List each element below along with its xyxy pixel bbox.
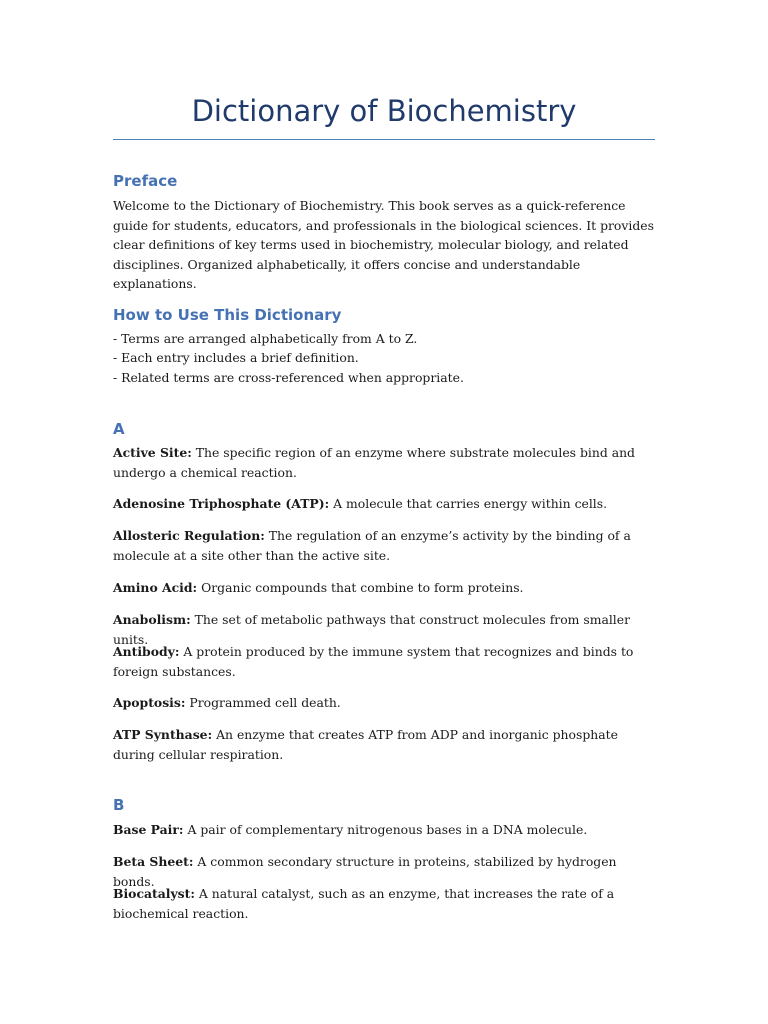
dictionary-entry	[113, 693, 655, 713]
how-to-use-item: - Each entry includes a brief definition.	[113, 350, 359, 365]
dictionary-entry	[113, 884, 655, 923]
entry-definition: A pair of complementary nitrogenous bases in a DNA molecule.	[187, 822, 588, 837]
entry-definition: A natural catalyst, such as an enzyme, that increases the rate of a biochemical reaction.	[113, 886, 615, 921]
how-to-use-item: - Terms are arranged alphabetically from A to Z.	[113, 331, 418, 346]
entry-definition: The specific region of an enzyme where substrate molecules bind and undergo a chemical reaction.	[113, 445, 635, 480]
entry-definition: A molecule that carries energy within cells.	[333, 496, 608, 511]
dictionary-entry	[113, 725, 655, 764]
entry-definition: The regulation of an enzyme’s activity by the binding of a molecule at a site other than the active site.	[113, 528, 631, 563]
entry-term: Base Pair:	[113, 822, 184, 837]
entry-term: Anabolism:	[113, 612, 191, 627]
preface-heading: Preface	[113, 172, 178, 190]
entry-term: ATP Synthase:	[113, 727, 213, 742]
dictionary-entry	[113, 526, 655, 565]
entry-term: Adenosine Triphosphate (ATP):	[113, 496, 330, 511]
entry-term: Amino Acid:	[113, 580, 198, 595]
entry-definition: The set of metabolic pathways that construct molecules from smaller units.	[113, 612, 631, 647]
document-title: Dictionary of Biochemistry	[191, 94, 577, 128]
entry-definition: A common secondary structure in proteins, stabilized by hydrogen bonds.	[113, 854, 617, 889]
entry-definition: An enzyme that creates ATP from ADP and inorganic phosphate during cellular respiration.	[113, 727, 618, 762]
section-letter-b: B	[113, 796, 125, 814]
entry-definition: Programmed cell death.	[189, 695, 341, 710]
section-letter-a: A	[113, 420, 125, 438]
dictionary-entry	[113, 494, 655, 514]
dictionary-entry	[113, 642, 655, 681]
entry-definition: A protein produced by the immune system that recognizes and binds to foreign substances.	[113, 644, 634, 679]
dictionary-entry	[113, 443, 655, 482]
entry-term: Biocatalyst:	[113, 886, 195, 901]
entry-definition: Organic compounds that combine to form proteins.	[201, 580, 524, 595]
entry-term: Beta Sheet:	[113, 854, 194, 869]
how-to-use-heading: How to Use This Dictionary	[113, 306, 342, 324]
entry-term: Apoptosis:	[113, 695, 186, 710]
dictionary-entry	[113, 820, 655, 840]
dictionary-entry	[113, 578, 655, 598]
how-to-use-item: - Related terms are cross-referenced when appropriate.	[113, 370, 464, 385]
entry-term: Active Site:	[113, 445, 192, 460]
preface-text: Welcome to the Dictionary of Biochemistry. This book serves as a quick-reference guide for students, educators, and professionals in the biological sciences. It provides clear definitions of key terms used in biochemistry, molecular biology, and related disciplines. Organized alphabetically, it offers concise and understandable explanations.	[113, 198, 654, 291]
entry-term: Antibody:	[113, 644, 180, 659]
title-divider	[113, 139, 655, 140]
entry-term: Allosteric Regulation:	[113, 528, 265, 543]
